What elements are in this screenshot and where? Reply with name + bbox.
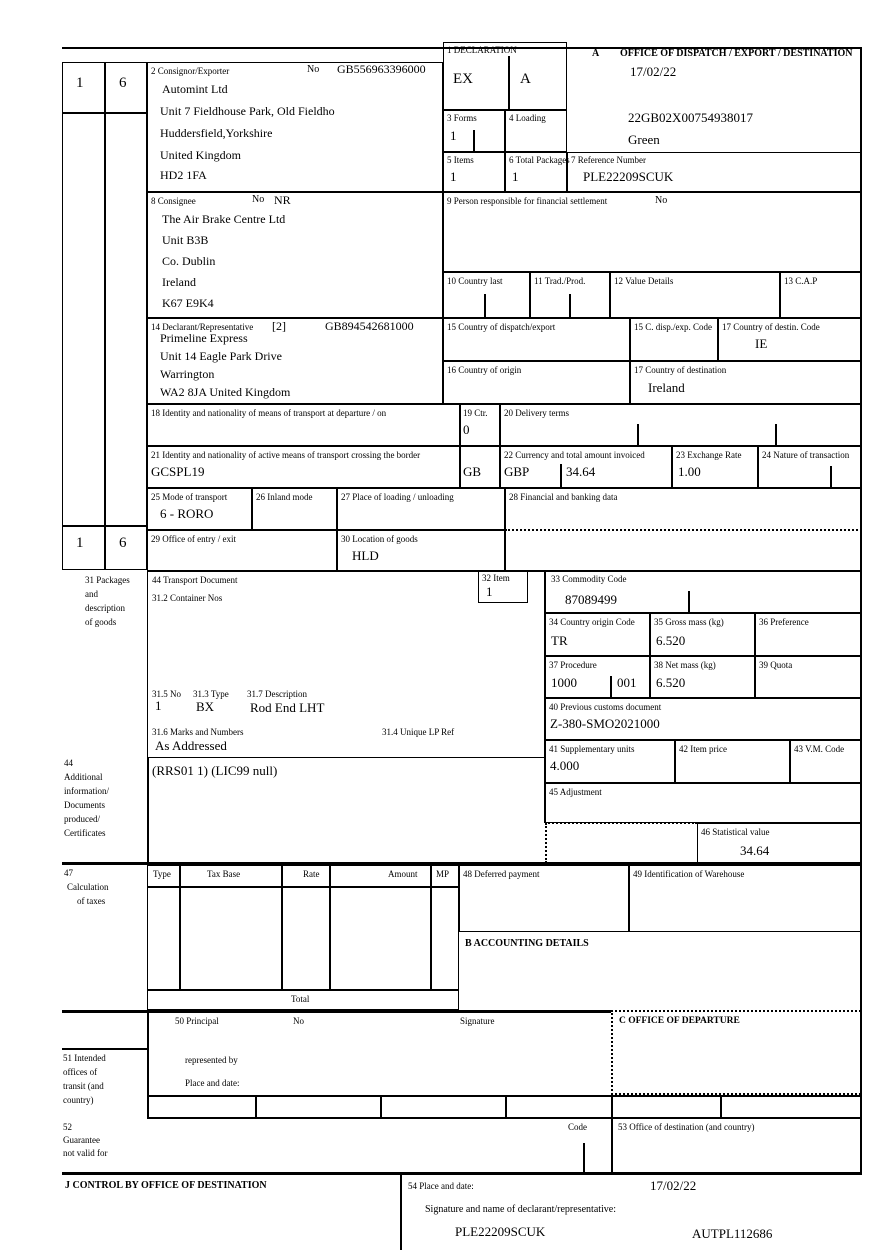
box-23-label: 23 Exchange Rate — [676, 450, 742, 460]
rule — [545, 823, 547, 863]
box-44-margin-label: Additional — [64, 772, 103, 782]
represented-by-label: represented by — [185, 1055, 238, 1065]
consignor-line: Unit 7 Fieldhouse Park, Old Fieldho — [160, 104, 335, 118]
box-31-margin-label: description — [85, 603, 125, 613]
box-10-label: 10 Country last — [447, 276, 503, 286]
box-34-label: 34 Country origin Code — [549, 617, 635, 627]
box-20-label: 20 Delivery terms — [504, 408, 569, 418]
box-31-6-label: 31.6 Marks and Numbers — [152, 727, 244, 737]
box-52-margin-label: 52 — [63, 1122, 72, 1132]
box-4-label: 4 Loading — [509, 113, 546, 123]
consignor-line: Huddersfield,Yorkshire — [160, 126, 273, 140]
box-47-margin-label: 47 — [64, 868, 73, 878]
signature-name-label: Signature and name of declarant/representative: — [425, 1204, 617, 1215]
box-31-3-label: 31.3 Type — [193, 689, 229, 699]
box-3-label: 3 Forms — [447, 113, 477, 123]
box-44-margin-label: information/ — [64, 786, 109, 796]
packages-count: 1 — [155, 698, 162, 713]
box-7-label: 7 Reference Number — [571, 155, 646, 165]
package-type: BX — [196, 699, 215, 714]
consignor-line: United Kingdom — [160, 148, 241, 162]
declarant-line: Primeline Express — [160, 331, 248, 345]
previous-document-value: Z-380-SMO2021000 — [550, 716, 660, 731]
box-1-label: 1 DECLARATION — [447, 45, 517, 55]
rule — [179, 865, 181, 989]
box-48-label: 48 Deferred payment — [463, 869, 540, 879]
rule — [147, 1117, 862, 1119]
place-date-label: Place and date: — [185, 1078, 240, 1088]
rule — [610, 676, 612, 698]
destination-country-value: Ireland — [648, 380, 685, 395]
box-50-no-label: No — [293, 1016, 304, 1026]
guarantee-code-label: Code — [568, 1122, 587, 1132]
box-31-margin-label: of goods — [85, 617, 117, 627]
box-17c-label: 17 Country of destin. Code — [722, 322, 820, 332]
goods-description: Rod End LHT — [250, 700, 325, 715]
rule — [484, 294, 486, 318]
office-a-title: OFFICE OF DISPATCH / EXPORT / DESTINATION — [620, 48, 853, 59]
box-9-no-label: No — [655, 195, 668, 206]
box-47-margin-label: Calculation — [67, 882, 109, 892]
tax-header-type: Type — [153, 869, 171, 879]
goods-location-value: HLD — [352, 548, 379, 563]
authorisation-number: AUTPL112686 — [692, 1226, 773, 1241]
marks-numbers-value: As Addressed — [155, 738, 227, 753]
rule — [688, 591, 690, 613]
box-13-label: 13 C.A.P — [784, 276, 818, 286]
box-47-margin-label: of taxes — [77, 896, 106, 906]
rule — [505, 1095, 507, 1117]
box-43-label: 43 V.M. Code — [794, 744, 845, 754]
box-33-label: 33 Commodity Code — [551, 574, 627, 584]
box-54-label: 54 Place and date: — [408, 1181, 474, 1191]
rule — [508, 56, 510, 110]
rule — [62, 1010, 611, 1013]
consignee-line: K67 E9K4 — [162, 296, 214, 310]
box-31-4-label: 31.4 Unique LP Ref — [382, 727, 455, 737]
declarant-line: WA2 8JA United Kingdom — [160, 385, 291, 399]
consignee-line: Unit B3B — [162, 233, 209, 247]
rule — [255, 1095, 257, 1117]
box-31-margin-label: and — [85, 589, 98, 599]
box-50-label: 50 Principal — [175, 1016, 219, 1026]
box-31-margin-label: 31 Packages — [85, 575, 130, 585]
box-52-margin-label: not valid for — [63, 1148, 108, 1158]
box-44-margin-label: Certificates — [64, 828, 106, 838]
consignee-line: Co. Dublin — [162, 254, 216, 268]
transport-mode-value: 6 - RORO — [160, 506, 214, 521]
additional-info-value: (RRS01 1) (LIC99 null) — [152, 763, 278, 778]
dispatch-date: 17/02/22 — [630, 64, 677, 79]
origin-code-value: TR — [551, 633, 568, 648]
rule — [560, 464, 562, 488]
box-22-label: 22 Currency and total amount invoiced — [504, 450, 645, 460]
box-28-label: 28 Financial and banking data — [509, 492, 618, 502]
declarant-eori: GB894542681000 — [325, 319, 414, 333]
rule — [545, 822, 697, 824]
ctr-value: 0 — [463, 422, 470, 437]
destination-code-value: IE — [755, 336, 768, 351]
mrn-number: 22GB02X00754938017 — [628, 110, 753, 125]
box-44-margin-label: produced/ — [64, 814, 100, 824]
box-5-label: 5 Items — [447, 155, 474, 165]
rule — [637, 424, 639, 446]
rule — [611, 1095, 613, 1117]
declaration-type: EX — [453, 71, 473, 87]
currency-value: GBP — [504, 464, 530, 479]
box-31-5-label: 31.5 No — [152, 689, 181, 699]
declaration-subtype: A — [520, 71, 531, 87]
rule — [380, 1095, 382, 1117]
gross-mass-value: 6.520 — [656, 633, 686, 648]
box-53-label: 53 Office of destination (and country) — [618, 1122, 755, 1132]
rule — [147, 886, 459, 888]
copy-number: 1 — [76, 535, 84, 551]
rule — [281, 865, 283, 989]
consignee-eori: NR — [274, 193, 291, 207]
rule — [720, 1095, 722, 1117]
box-39-label: 39 Quota — [759, 660, 793, 670]
rule — [62, 525, 147, 527]
rule — [430, 865, 432, 989]
box-40-label: 40 Previous customs document — [549, 702, 662, 712]
box-44-margin-label: Documents — [64, 800, 105, 810]
box-6-label: 6 Total Packages — [509, 155, 570, 165]
box-8-label: 8 Consignee — [151, 196, 196, 206]
copy-number: 6 — [119, 535, 127, 551]
rule — [147, 758, 149, 863]
declarant-reference: PLE22209SCUK — [455, 1224, 546, 1239]
commodity-code-value: 87089499 — [565, 592, 617, 607]
box-31-7-label: 31.7 Description — [247, 689, 307, 699]
office-a-letter: A — [592, 48, 600, 59]
box-36-label: 36 Preference — [759, 617, 809, 627]
rule — [473, 130, 475, 152]
consignee-line: The Air Brake Centre Ltd — [162, 212, 286, 226]
box-14-label: 14 Declarant/Representative — [151, 322, 254, 332]
box-45-label: 45 Adjustment — [549, 787, 602, 797]
declarant-code: [2] — [272, 319, 286, 333]
rule — [147, 1010, 149, 1117]
tax-header-rate: Rate — [303, 869, 320, 879]
declarant-line: Warrington — [160, 367, 215, 381]
procedure-code: 1000 — [551, 675, 577, 690]
box-21-label: 21 Identity and nationality of active means of transport crossing the border — [151, 450, 421, 460]
consignee-line: Ireland — [162, 275, 196, 289]
supplementary-units-value: 4.000 — [550, 758, 580, 773]
box-51-margin-label: transit (and — [63, 1081, 104, 1091]
box-52-margin-label: Guarantee — [63, 1135, 100, 1145]
invoiced-amount: 34.64 — [566, 464, 596, 479]
copy-number: 1 — [76, 75, 84, 91]
reference-number: PLE22209SCUK — [583, 169, 674, 184]
active-transport-id: GCSPL19 — [151, 464, 205, 479]
tax-header-base: Tax Base — [207, 869, 241, 879]
rule — [400, 1172, 402, 1250]
box-44-doc-label: 44 Transport Document — [152, 575, 238, 585]
box-46-label: 46 Statistical value — [701, 827, 770, 837]
box-44-margin-label: 44 — [64, 758, 73, 768]
rule — [104, 62, 106, 570]
box-25-label: 25 Mode of transport — [151, 492, 228, 502]
copy-number: 6 — [119, 75, 127, 91]
items-value: 1 — [450, 169, 457, 184]
box-35-label: 35 Gross mass (kg) — [654, 617, 724, 627]
forms-value: 1 — [450, 128, 457, 143]
box-51-margin-label: 51 Intended — [63, 1053, 106, 1063]
item-number: 1 — [486, 584, 493, 599]
rule — [505, 529, 862, 531]
box-37-label: 37 Procedure — [549, 660, 597, 670]
box-12-label: 12 Value Details — [614, 276, 674, 286]
box-19-label: 19 Ctr. — [463, 408, 488, 418]
rule — [583, 1143, 585, 1172]
consignor-eori: GB556963396000 — [337, 62, 426, 76]
box-11-label: 11 Trad./Prod. — [534, 276, 586, 286]
box-17-label: 17 Country of destination — [634, 365, 727, 375]
box-31-2-label: 31.2 Container Nos — [152, 593, 223, 603]
routing-status: Green — [628, 132, 660, 147]
box-29-label: 29 Office of entry / exit — [151, 534, 237, 544]
statistical-value: 34.64 — [740, 843, 770, 858]
procedure-code-2: 001 — [617, 675, 637, 690]
rule — [62, 1048, 147, 1050]
box-26-label: 26 Inland mode — [256, 492, 313, 502]
box-2-no-label: No — [307, 64, 320, 75]
net-mass-value: 6.520 — [656, 675, 686, 690]
office-of-departure-label: C OFFICE OF DEPARTURE — [619, 1016, 740, 1026]
box-24-label: 24 Nature of transaction — [762, 450, 850, 460]
active-transport-nationality: GB — [463, 464, 482, 479]
rule — [830, 466, 832, 488]
total-packages-value: 1 — [512, 169, 519, 184]
box-15c-label: 15 C. disp./exp. Code — [634, 322, 712, 332]
box-50-signature-label: Signature — [460, 1016, 495, 1026]
box-41-label: 41 Supplementary units — [549, 744, 635, 754]
box-42-label: 42 Item price — [679, 744, 727, 754]
rule — [611, 1010, 613, 1095]
rule — [611, 1117, 613, 1172]
tax-header-amount: Amount — [388, 869, 418, 879]
exchange-rate-value: 1.00 — [678, 464, 701, 479]
rule — [62, 112, 147, 114]
box-15-label: 15 Country of dispatch/export — [447, 322, 556, 332]
tax-header-mp: MP — [436, 869, 450, 879]
rule — [62, 1172, 862, 1175]
tax-total-label: Total — [291, 994, 310, 1004]
declarant-line: Unit 14 Eagle Park Drive — [160, 349, 282, 363]
box-27-label: 27 Place of loading / unloading — [341, 492, 454, 502]
box-18-label: 18 Identity and nationality of means of transport at departure / on — [151, 408, 387, 418]
box-51-margin-label: offices of — [63, 1067, 98, 1077]
accounting-details-label: B ACCOUNTING DETAILS — [465, 938, 589, 949]
rule — [611, 1010, 861, 1012]
rule — [329, 865, 331, 989]
consignor-line: HD2 1FA — [160, 168, 207, 182]
control-office-label: J CONTROL BY OFFICE OF DESTINATION — [65, 1180, 267, 1191]
box-16-label: 16 Country of origin — [447, 365, 522, 375]
place-date-value: 17/02/22 — [650, 1178, 697, 1193]
box-32-label: 32 Item — [482, 573, 510, 583]
rule — [569, 294, 571, 318]
consignor-line: Automint Ltd — [162, 82, 228, 96]
box-51-margin-label: country) — [63, 1095, 94, 1105]
box-38-label: 38 Net mass (kg) — [654, 660, 716, 670]
rule — [147, 989, 459, 991]
rule — [544, 758, 546, 823]
box-9-label: 9 Person responsible for financial settlement — [447, 196, 608, 206]
box-2-label: 2 Consignor/Exporter — [151, 66, 230, 76]
rule — [775, 424, 777, 446]
box-49-label: 49 Identification of Warehouse — [633, 869, 745, 879]
box-8-no-label: No — [252, 194, 265, 205]
box-30-label: 30 Location of goods — [341, 534, 418, 544]
